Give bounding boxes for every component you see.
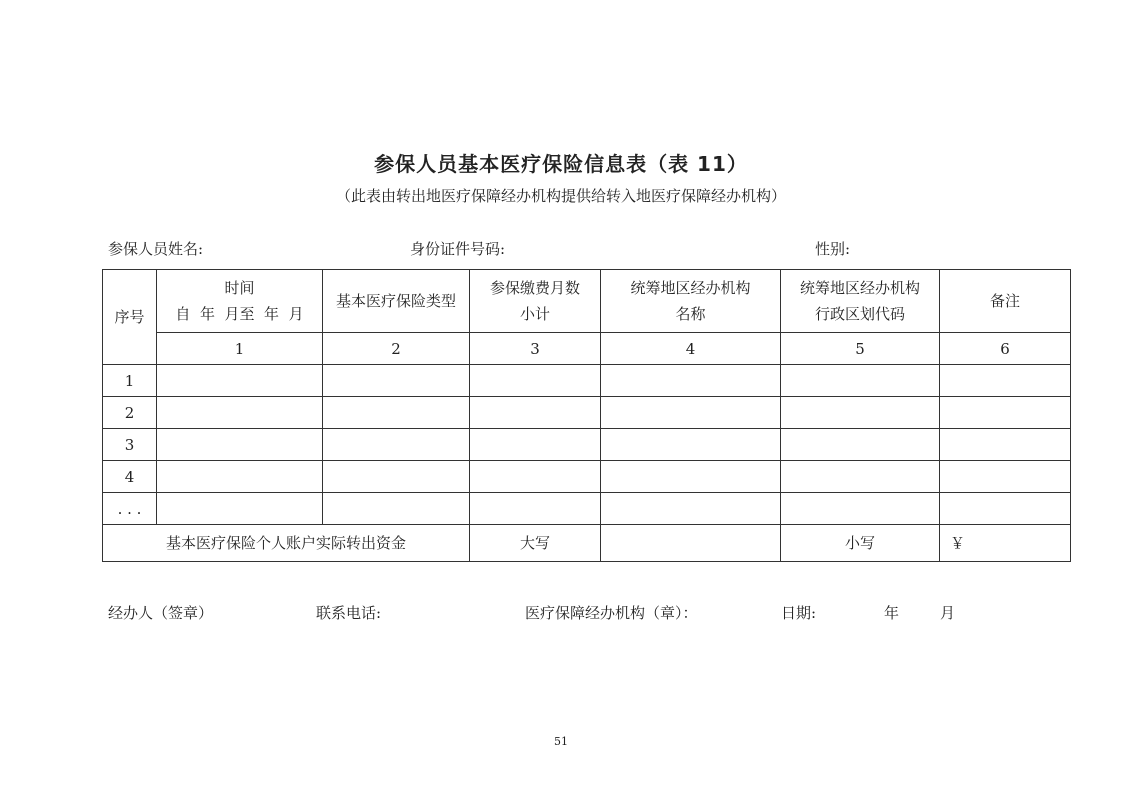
capital-amount-label: 大写 [470, 525, 601, 562]
agency-seal-label: 医疗保障经办机构（章）： [525, 604, 698, 622]
table-cell[interactable] [940, 493, 1071, 525]
table-cell[interactable] [157, 493, 323, 525]
table-row [103, 397, 1071, 429]
table-cell[interactable] [323, 429, 470, 461]
gender-label: 性别: [815, 240, 851, 258]
column-number: 1 [157, 333, 323, 365]
table-row [103, 493, 1071, 525]
remark-header: 备注 [940, 270, 1071, 333]
column-number: 6 [940, 333, 1071, 365]
table-cell[interactable] [470, 365, 601, 397]
table-cell[interactable] [781, 429, 940, 461]
table-row [103, 365, 1071, 397]
row-number: 1 [103, 365, 157, 397]
row-number: 3 [103, 429, 157, 461]
table-cell[interactable] [940, 397, 1071, 429]
year-label: 年 [884, 604, 900, 622]
months-header-line1: 参保缴费月数 [489, 279, 580, 297]
table-cell[interactable] [601, 429, 781, 461]
agency-header-line2: 名称 [675, 305, 706, 323]
table-cell[interactable] [323, 365, 470, 397]
table-cell[interactable] [601, 365, 781, 397]
region-code-header-line2: 行政区划代码 [814, 305, 905, 323]
column-number: 4 [601, 333, 781, 365]
phone-label: 联系电话: [316, 604, 382, 622]
insurance-info-table [102, 269, 1071, 562]
handler-signature-label: 经办人（签章） [108, 604, 214, 622]
date-label: 日期: [781, 604, 817, 622]
time-header [157, 270, 323, 333]
column-number-row [103, 333, 1071, 365]
form-title: 参保人员基本医疗保险信息表（表 11） [374, 152, 748, 176]
table-cell[interactable] [781, 397, 940, 429]
table-cell[interactable] [940, 365, 1071, 397]
type-header: 基本医疗保险类型 [323, 270, 470, 333]
region-code-header [781, 270, 940, 333]
currency-symbol: ￥ [950, 534, 966, 552]
table-cell[interactable] [323, 493, 470, 525]
table-cell[interactable] [470, 461, 601, 493]
table-cell[interactable] [470, 493, 601, 525]
id-number-label: 身份证件号码: [410, 240, 506, 258]
column-number: 2 [323, 333, 470, 365]
table-cell[interactable] [601, 397, 781, 429]
table-cell[interactable] [323, 461, 470, 493]
table-row [103, 461, 1071, 493]
column-number: 3 [470, 333, 601, 365]
table-cell[interactable] [940, 429, 1071, 461]
lower-amount-field[interactable] [940, 525, 1071, 562]
region-code-header-line1: 统筹地区经办机构 [799, 279, 920, 297]
months-header-line2: 小计 [519, 305, 550, 323]
capital-amount-field[interactable] [601, 525, 781, 562]
seq-header: 序号 [103, 270, 157, 365]
lower-amount-label: 小写 [781, 525, 940, 562]
table-cell[interactable] [157, 429, 323, 461]
name-label: 参保人员姓名: [108, 240, 204, 258]
table-cell[interactable] [781, 493, 940, 525]
table-cell[interactable] [470, 397, 601, 429]
time-header-line2: 自 年 月至 年 月 [175, 305, 304, 323]
row-number: 2 [103, 397, 157, 429]
month-label: 月 [940, 604, 956, 622]
table-cell[interactable] [157, 461, 323, 493]
months-header [470, 270, 601, 333]
table-cell[interactable] [470, 429, 601, 461]
table-cell[interactable] [601, 493, 781, 525]
table-cell[interactable] [157, 397, 323, 429]
table-cell[interactable] [157, 365, 323, 397]
table-cell[interactable] [940, 461, 1071, 493]
table-cell[interactable] [323, 397, 470, 429]
header-row [103, 270, 1071, 333]
table-cell[interactable] [601, 461, 781, 493]
row-number: 4 [103, 461, 157, 493]
time-header-line1: 时间 [224, 279, 255, 297]
table-cell[interactable] [781, 365, 940, 397]
agency-header [601, 270, 781, 333]
page-number: 51 [554, 735, 568, 748]
row-number: . . . [103, 493, 157, 525]
table-row [103, 429, 1071, 461]
column-number: 5 [781, 333, 940, 365]
summary-row [103, 525, 1071, 562]
account-transfer-label: 基本医疗保险个人账户实际转出资金 [103, 525, 470, 562]
form-subtitle: （此表由转出地医疗保障经办机构提供给转入地医疗保障经办机构） [335, 187, 786, 205]
table-cell[interactable] [781, 461, 940, 493]
agency-header-line1: 统筹地区经办机构 [630, 279, 751, 297]
